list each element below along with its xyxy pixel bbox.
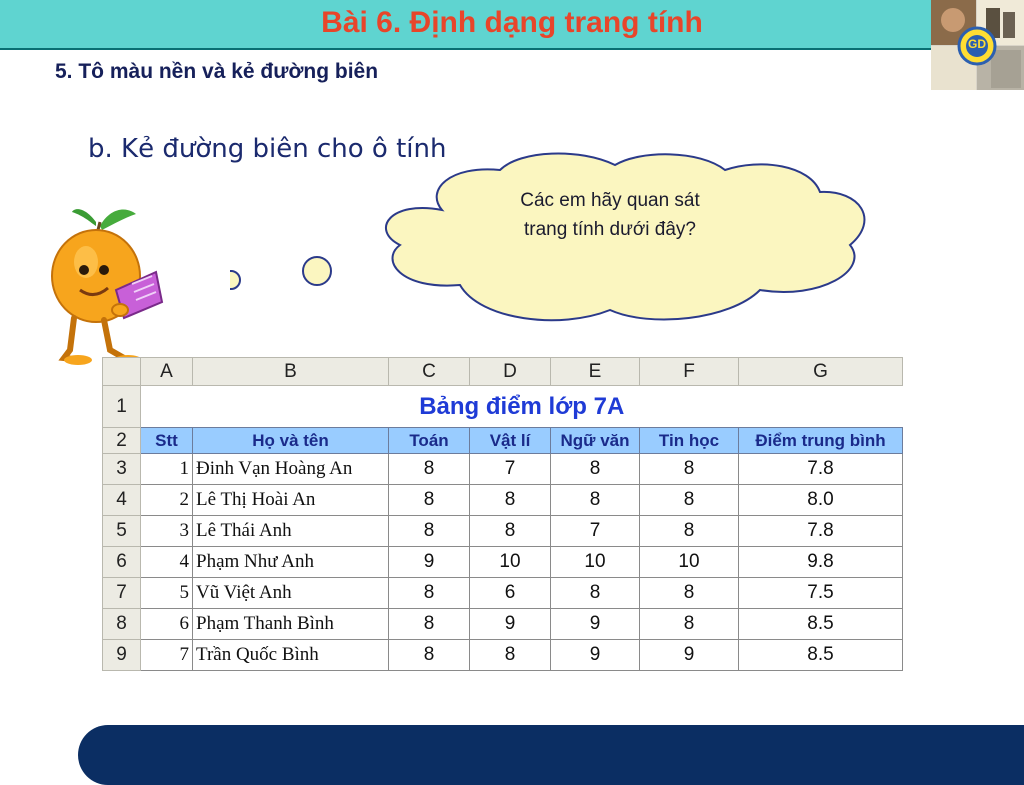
header-toan[interactable]: Toán: [389, 428, 470, 454]
cell-vat-li[interactable]: 8: [470, 640, 551, 671]
row-header[interactable]: 4: [103, 485, 141, 516]
cell-tin-hoc[interactable]: 10: [640, 547, 739, 578]
cell-diem-trung-binh[interactable]: 7.8: [739, 516, 903, 547]
cell-diem-trung-binh[interactable]: 7.5: [739, 578, 903, 609]
column-header-g[interactable]: G: [739, 358, 903, 386]
cell-diem-trung-binh[interactable]: 8.0: [739, 485, 903, 516]
table-header-row: [103, 428, 903, 454]
row-header[interactable]: 7: [103, 578, 141, 609]
mascot-illustration: [44, 200, 174, 370]
cell-vat-li[interactable]: 9: [470, 609, 551, 640]
bubble-text: [470, 186, 750, 244]
header-vat-li[interactable]: Vật lí: [470, 428, 551, 454]
row-header-1[interactable]: 1: [103, 386, 141, 428]
sheet-title-row: [103, 386, 903, 428]
cell-ngu-van[interactable]: 8: [551, 485, 640, 516]
subheading: b. Kẻ đường biên cho ô tính: [88, 134, 447, 164]
row-header[interactable]: 8: [103, 609, 141, 640]
logo-text: GD: [968, 37, 986, 51]
column-header-row: [103, 358, 903, 386]
cell-name[interactable]: Trần Quốc Bình: [193, 640, 389, 671]
cell-ngu-van[interactable]: 9: [551, 609, 640, 640]
cell-ngu-van[interactable]: 8: [551, 578, 640, 609]
column-header-d[interactable]: D: [470, 358, 551, 386]
row-header-2[interactable]: 2: [103, 428, 141, 454]
row-header[interactable]: 5: [103, 516, 141, 547]
table-row: [103, 547, 903, 578]
cell-name[interactable]: Đinh Vạn Hoàng An: [193, 454, 389, 485]
cell-stt[interactable]: 5: [141, 578, 193, 609]
spreadsheet-grid: [102, 357, 903, 671]
cell-name[interactable]: Lê Thái Anh: [193, 516, 389, 547]
header-diem-trung-binh[interactable]: Điểm trung bình: [739, 428, 903, 454]
cell-ngu-van[interactable]: 9: [551, 640, 640, 671]
cell-diem-trung-binh[interactable]: 8.5: [739, 609, 903, 640]
cell-toan[interactable]: 9: [389, 547, 470, 578]
cell-stt[interactable]: 6: [141, 609, 193, 640]
header-stt[interactable]: Stt: [141, 428, 193, 454]
cell-vat-li[interactable]: 6: [470, 578, 551, 609]
table-row: [103, 516, 903, 547]
cell-tin-hoc[interactable]: 8: [640, 578, 739, 609]
footer-bar: [78, 725, 1024, 785]
logo-image: [931, 0, 1024, 90]
cell-ngu-van[interactable]: 10: [551, 547, 640, 578]
table-row: [103, 454, 903, 485]
cell-diem-trung-binh[interactable]: 8.5: [739, 640, 903, 671]
header-tin-hoc[interactable]: Tin học: [640, 428, 739, 454]
table-row: [103, 609, 903, 640]
section-heading: 5. Tô màu nền và kẻ đường biên: [55, 60, 379, 83]
row-header[interactable]: 9: [103, 640, 141, 671]
cell-vat-li[interactable]: 8: [470, 516, 551, 547]
column-header-c[interactable]: C: [389, 358, 470, 386]
cell-vat-li[interactable]: 10: [470, 547, 551, 578]
cell-tin-hoc[interactable]: 8: [640, 454, 739, 485]
row-header[interactable]: 3: [103, 454, 141, 485]
header-ngu-van[interactable]: Ngữ văn: [551, 428, 640, 454]
cell-tin-hoc[interactable]: 8: [640, 485, 739, 516]
column-header-b[interactable]: B: [193, 358, 389, 386]
spreadsheet: [102, 357, 902, 670]
cell-toan[interactable]: 8: [389, 454, 470, 485]
cell-toan[interactable]: 8: [389, 578, 470, 609]
column-header-e[interactable]: E: [551, 358, 640, 386]
cell-toan[interactable]: 8: [389, 640, 470, 671]
cell-name[interactable]: Phạm Như Anh: [193, 547, 389, 578]
cell-toan[interactable]: 8: [389, 516, 470, 547]
bubble-line-1: Các em hãy quan sát: [520, 190, 700, 211]
bubble-dot-small: [230, 271, 240, 289]
cell-tin-hoc[interactable]: 8: [640, 609, 739, 640]
column-header-f[interactable]: F: [640, 358, 739, 386]
bubble-line-2: trang tính dưới đây?: [523, 219, 696, 240]
column-header-a[interactable]: A: [141, 358, 193, 386]
cell-stt[interactable]: 2: [141, 485, 193, 516]
cell-ngu-van[interactable]: 8: [551, 454, 640, 485]
table-row: [103, 485, 903, 516]
table-body: [103, 454, 903, 671]
cell-ngu-van[interactable]: 7: [551, 516, 640, 547]
header-ho-va-ten[interactable]: Họ và tên: [193, 428, 389, 454]
table-row: [103, 578, 903, 609]
cell-diem-trung-binh[interactable]: 7.8: [739, 454, 903, 485]
slide-title: Bài 6. Định dạng trang tính: [321, 6, 703, 39]
cell-tin-hoc[interactable]: 9: [640, 640, 739, 671]
cell-stt[interactable]: 3: [141, 516, 193, 547]
cell-toan[interactable]: 8: [389, 609, 470, 640]
select-all-corner[interactable]: [103, 358, 141, 386]
cell-tin-hoc[interactable]: 8: [640, 516, 739, 547]
cell-vat-li[interactable]: 7: [470, 454, 551, 485]
cell-vat-li[interactable]: 8: [470, 485, 551, 516]
cell-name[interactable]: Vũ Việt Anh: [193, 578, 389, 609]
cell-name[interactable]: Phạm Thanh Bình: [193, 609, 389, 640]
title-bar: [0, 0, 1024, 50]
cell-stt[interactable]: 7: [141, 640, 193, 671]
cell-diem-trung-binh[interactable]: 9.8: [739, 547, 903, 578]
table-row: [103, 640, 903, 671]
row-header[interactable]: 6: [103, 547, 141, 578]
cell-stt[interactable]: 1: [141, 454, 193, 485]
cell-stt[interactable]: 4: [141, 547, 193, 578]
sheet-title-cell[interactable]: Bảng điểm lớp 7A: [141, 386, 903, 428]
cell-name[interactable]: Lê Thị Hoài An: [193, 485, 389, 516]
cell-toan[interactable]: 8: [389, 485, 470, 516]
bubble-dot-medium: [303, 257, 331, 285]
